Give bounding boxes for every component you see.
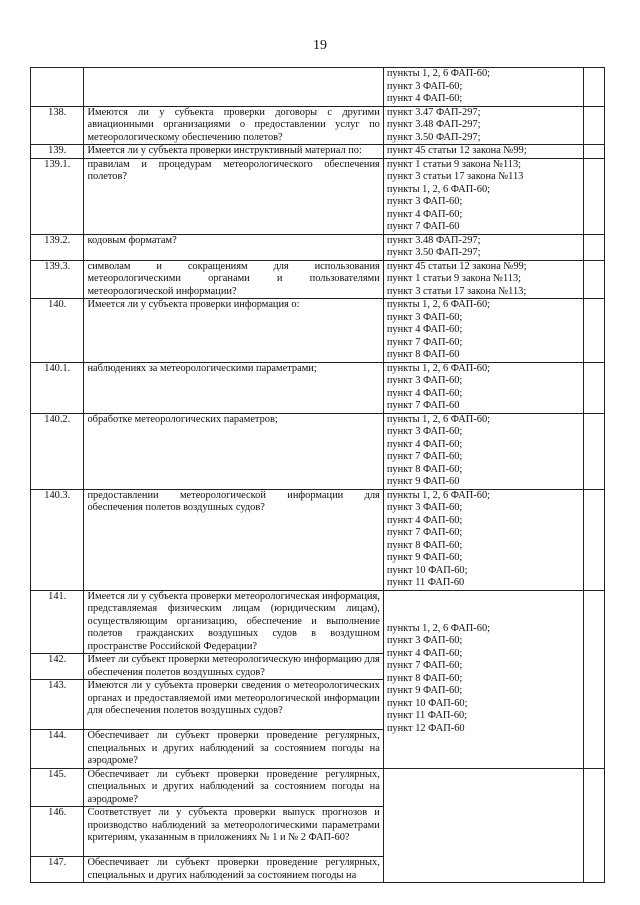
question-text: Имеется ли у субъекта проверки инструктивный материал по: xyxy=(84,145,383,159)
reference-cell xyxy=(383,590,584,768)
question-text: предоставлении метеорологической информации для обеспечения полетов воздушных судов? xyxy=(84,489,383,590)
note-cell xyxy=(584,158,605,234)
reference-line: пункт 10 ФАП-60; xyxy=(386,564,468,576)
note-cell xyxy=(584,362,605,413)
item-number: 140.1. xyxy=(31,362,84,413)
question-text: Имеет ли субъект проверки метеорологическую информацию для обеспечения полетов воздушных судов? xyxy=(84,654,383,680)
reference-line: пункт 4 ФАП-60; xyxy=(386,438,463,450)
reference-line: пункт 12 ФАП-60 xyxy=(386,722,465,734)
table-row xyxy=(31,106,605,145)
reference-line: пункт 3 ФАП-60; xyxy=(386,635,463,647)
reference-line: пункт 9 ФАП-60; xyxy=(386,552,463,563)
reference-line: пункт 3 ФАП-60; xyxy=(386,80,463,92)
table-row xyxy=(31,489,605,590)
reference-line: пункт 3 ФАП-60; xyxy=(386,311,463,323)
item-number: 146. xyxy=(31,807,84,857)
reference-line: пункт 3 ФАП-60; xyxy=(386,426,463,437)
reference-line: пункт 7 ФАП-60 xyxy=(386,400,460,411)
reference-line: пункт 8 ФАП-60; xyxy=(386,463,463,475)
reference-line: пункт 8 ФАП-60 xyxy=(386,349,460,360)
reference-line: пункт 4 ФАП-60; xyxy=(386,514,463,526)
reference-line: пункты 1, 2, 6 ФАП-60; xyxy=(386,183,491,195)
table-row xyxy=(31,362,605,413)
reference-line: пункт 4 ФАП-60; xyxy=(386,208,463,220)
reference-line: пункт 7 ФАП-60 xyxy=(386,221,460,232)
question-text: символам и сокращениям для использования метеорологическими органами и пользователями метеорологической информации? xyxy=(84,260,383,299)
table-row xyxy=(31,590,605,654)
reference-cell xyxy=(383,413,584,489)
item-number: 147. xyxy=(31,857,84,883)
reference-cell xyxy=(383,68,584,107)
table-row xyxy=(31,145,605,159)
reference-cell xyxy=(383,362,584,413)
question-text: Имеются ли у субъекта проверки сведения о метеорологических органах и предоставляемой ими метеорологической информации для обеспечения полетов воздушных судов? xyxy=(84,680,383,730)
reference-line: пункт 11 ФАП-60 xyxy=(386,577,465,588)
question-text: правилам и процедурам метеорологического обеспечения полетов? xyxy=(84,158,383,234)
reference-line: пункты 1, 2, 6 ФАП-60; xyxy=(386,489,491,501)
item-number: 139.3. xyxy=(31,260,84,299)
item-number: 140. xyxy=(31,299,84,363)
reference-cell xyxy=(383,489,584,590)
reference-line: пункты 1, 2, 6 ФАП-60; xyxy=(386,413,491,425)
reference-cell xyxy=(383,768,584,883)
question-text: Обеспечивает ли субъект проверки проведение регулярных, специальных и других наблюдений за состоянием погоды на аэродроме? xyxy=(84,730,383,769)
question-text xyxy=(84,68,383,107)
item-number xyxy=(31,68,84,107)
reference-line: пункт 4 ФАП-60; xyxy=(386,387,463,399)
question-text: наблюдениях за метеорологическими параметрами; xyxy=(84,362,383,413)
note-cell xyxy=(584,768,605,883)
item-number: 143. xyxy=(31,680,84,730)
note-cell xyxy=(584,413,605,489)
note-cell xyxy=(584,489,605,590)
reference-line: пункты 1, 2, 6 ФАП-60; xyxy=(386,299,491,310)
reference-line: пункт 3.50 ФАП-297; xyxy=(386,131,481,143)
reference-line: пункт 3.47 ФАП-297; xyxy=(386,106,481,118)
reference-line: пункт 4 ФАП-60; xyxy=(386,324,463,335)
item-number: 138. xyxy=(31,106,84,145)
question-text: Имеются ли у субъекта проверки договоры с другими авиационными организациями о предоставлении услуг по метеорологическому обеспечению полетов? xyxy=(84,106,383,145)
item-number: 140.2. xyxy=(31,413,84,489)
reference-line: пункт 3 статьи 17 закона №113 xyxy=(386,171,524,182)
question-text: обработке метеорологических параметров; xyxy=(84,413,383,489)
reference-line: пункт 1 статьи 9 закона №113; xyxy=(386,273,522,284)
table-row xyxy=(31,234,605,260)
reference-line: пункт 3 статьи 17 закона №113; xyxy=(386,285,527,297)
note-cell xyxy=(584,68,605,107)
table-row xyxy=(31,299,605,363)
reference-cell xyxy=(383,158,584,234)
table-row xyxy=(31,68,605,107)
reference-cell xyxy=(383,299,584,363)
item-number: 139.1. xyxy=(31,158,84,234)
question-text: Обеспечивает ли субъект проверки проведение регулярных, специальных и других наблюдений за состоянием погоды на аэродроме? xyxy=(84,768,383,807)
reference-line: пункт 7 ФАП-60; xyxy=(386,336,463,348)
reference-line: пункт 3 ФАП-60; xyxy=(386,375,463,386)
reference-cell xyxy=(383,260,584,299)
question-text: Обеспечивает ли субъект проверки проведение регулярных, специальных и других наблюдений за состоянием погоды на xyxy=(84,857,383,883)
note-cell xyxy=(584,299,605,363)
table-row xyxy=(31,413,605,489)
reference-cell xyxy=(383,234,584,260)
reference-line: пункт 7 ФАП-60; xyxy=(386,451,463,462)
reference-line: пункт 7 ФАП-60; xyxy=(386,527,463,538)
item-number: 139.2. xyxy=(31,234,84,260)
reference-line: пункт 10 ФАП-60; xyxy=(386,697,468,709)
reference-line: пункт 3 ФАП-60; xyxy=(386,502,463,513)
reference-line: пункты 1, 2, 6 ФАП-60; xyxy=(386,622,491,634)
reference-line: пункт 3.48 ФАП-297; xyxy=(386,234,481,246)
reference-line: пункт 4 ФАП-60; xyxy=(386,647,463,659)
table-row xyxy=(31,260,605,299)
note-cell xyxy=(584,590,605,768)
reference-line: пункт 45 статьи 12 закона №99; xyxy=(386,260,527,272)
reference-line: пункт 3.50 ФАП-297; xyxy=(386,247,481,258)
note-cell xyxy=(584,260,605,299)
reference-line: пункт 3 ФАП-60; xyxy=(386,196,463,207)
item-number: 139. xyxy=(31,145,84,159)
item-number: 145. xyxy=(31,768,84,807)
note-cell xyxy=(584,106,605,145)
note-cell xyxy=(584,145,605,159)
reference-line: пункты 1, 2, 6 ФАП-60; xyxy=(386,362,491,374)
item-number: 140.3. xyxy=(31,489,84,590)
reference-line: пункт 11 ФАП-60; xyxy=(386,710,468,722)
reference-line: пункт 7 ФАП-60; xyxy=(386,660,463,672)
reference-line: пункты 1, 2, 6 ФАП-60; xyxy=(386,68,491,79)
reference-cell xyxy=(383,145,584,159)
item-number: 141. xyxy=(31,590,84,654)
page-number: 19 xyxy=(313,38,327,53)
checklist-table xyxy=(30,67,605,883)
question-text: Соответствует ли у субъекта проверки выпуск прогнозов и производство наблюдений за метеорологическими параметрами критериям, указанным в приложениях № 1 и № 2 ФАП-60? xyxy=(84,807,383,857)
reference-line: пункт 4 ФАП-60; xyxy=(386,93,463,104)
reference-line: пункт 45 статьи 12 закона №99; xyxy=(386,145,527,156)
reference-line: пункт 1 статьи 9 закона №113; xyxy=(386,158,522,170)
item-number: 142. xyxy=(31,654,84,680)
table-row xyxy=(31,768,605,807)
item-number: 144. xyxy=(31,730,84,769)
reference-line: пункт 3.48 ФАП-297; xyxy=(386,119,481,130)
question-text: Имеется ли у субъекта проверки информация о: xyxy=(84,299,383,363)
table-row xyxy=(31,158,605,234)
reference-line: пункт 8 ФАП-60; xyxy=(386,539,463,551)
question-text: кодовым форматам? xyxy=(84,234,383,260)
note-cell xyxy=(584,234,605,260)
question-text: Имеется ли у субъекта проверки метеорологическая информация, представляемая физическим лицам (юридическим лицам), осуществляющим организацию, обеспечение и выполнение полетов гражданских воздушных судов в воздушном пространстве Российской Федерации? xyxy=(84,590,383,654)
reference-line: пункт 9 ФАП-60; xyxy=(386,685,463,697)
reference-cell xyxy=(383,106,584,145)
reference-line: пункт 9 ФАП-60 xyxy=(386,476,460,487)
reference-line: пункт 8 ФАП-60; xyxy=(386,672,463,684)
